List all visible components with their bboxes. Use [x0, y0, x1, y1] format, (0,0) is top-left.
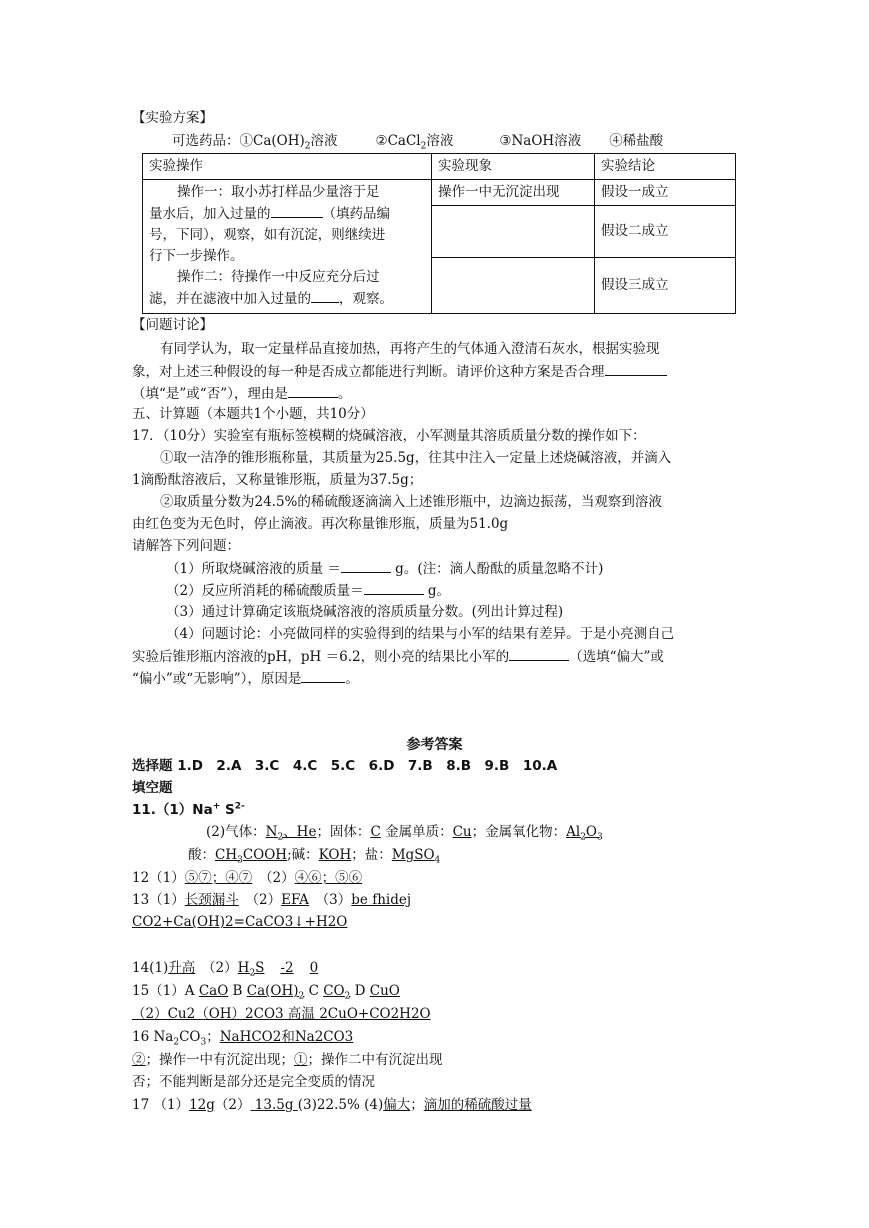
sub-question-1: （1）所取烧碱溶液的质量 ＝ g。(注：滴人酚酞的质量忽略不计) — [166, 558, 603, 579]
answer-16-1: 16 $Na_2CO_3$；NaHCO2和Na2CO3 — [132, 1029, 354, 1048]
discussion-blank-1 — [605, 361, 667, 376]
step-1-line-1: ①取一洁净的锥形瓶称量，其质量为25.5g，往其中注入一定量上述烧碱溶液，并滴入 — [160, 450, 672, 466]
reagents-line — [172, 131, 663, 151]
sub4-blank-1 — [509, 646, 569, 661]
discussion-line-1: 有同学认为，取一定量样品直接加热，再将产生的气体通入澄清石灰水，根据实验现 — [160, 341, 660, 357]
answer-11-1: 11.（1）Na+ $S^{2-}$ — [132, 801, 245, 818]
op2-blank — [311, 288, 339, 303]
step-2-line-1: ②取质量分数为24.5%的稀硫酸逐滴滴入上述锥形瓶中，边滴边振荡，当观察到溶液 — [160, 494, 662, 510]
header-phenomenon: 实验现象 — [432, 154, 595, 180]
reagents-label: 可选药品： — [172, 133, 240, 149]
conclusion-2: 假设二成立 — [595, 206, 736, 258]
answer-15-2: （2）Cu2（OH）2CO3 高温 2CuO+CO2H2O — [132, 1006, 431, 1022]
op1-blank — [271, 203, 323, 218]
section-5-heading: 五、计算题（本题共1个小题，共10分） — [132, 406, 374, 422]
question-17: 17．（10分）实验室有瓶标签模糊的烧碱溶液，小军测量其溶质质量分数的操作如下： — [132, 428, 646, 444]
answer-12: 12（1）⑤⑦；④⑦ （2）④⑥；⑤⑥ — [132, 870, 363, 886]
sub2-blank — [364, 580, 424, 595]
reagent-2: ②CaCl$_2$溶液 — [375, 133, 454, 152]
sub1-blank — [341, 558, 391, 573]
phenomenon-3 — [432, 258, 595, 314]
discussion-blank-2 — [288, 383, 338, 398]
answer-16-2: ②；操作一中有沉淀出现；①；操作二中有沉淀出现 — [132, 1052, 443, 1068]
answer-13-equation: CO2+Ca(OH)2=CaCO3↓+H2O — [132, 914, 348, 930]
sub4-blank-2 — [301, 668, 345, 683]
answer-14: 14(1)升高 $(2)H_2S$ -2 0 — [132, 960, 319, 979]
operations-cell: 操作一：取小苏打样品少量溶于足 量水后，加入过量的 （填药品编 号，下同），观察，如有沉淀，则继续进 行下一步操作。 操作二：待操作一中反应充分后过 滤，并在滤液中加入过量的 ，观察。 — [143, 180, 432, 314]
phenomenon-1: 操作一中无沉淀出现 — [432, 180, 595, 206]
step-2-line-2: 由红色变为无色时，停止滴液。再次称量锥形瓶，质量为51.0g — [132, 516, 509, 532]
reagent-4: ④稀盐酸 — [609, 133, 664, 149]
answers-choice: 选择题 1.D 2.A 3.C 4.C 5.C 6.D 7.B 8.B 9.B 10.A — [132, 758, 558, 774]
reagent-1: $①Ca(OH)_2$溶液 — [239, 133, 338, 152]
discussion-line-3: （填“是”或“否”），理由是 。 — [132, 383, 351, 404]
sub-question-4-line-1: （4）问题讨论：小亮做同样的实验得到的结果与小军的结果有差异。于是小亮测自己 — [166, 626, 675, 642]
conclusion-3: 假设三成立 — [595, 258, 736, 314]
discussion-heading: 【问题讨论】 — [132, 317, 213, 333]
sub-question-4-line-3: “偏小”或“无影响”），原因是 。 — [132, 668, 359, 689]
conclusion-1: 假设一成立 — [595, 180, 736, 206]
ask-line: 请解答下列问题： — [132, 538, 240, 554]
step-1-line-2: 1滴酚酞溶液后，又称量锥形瓶，质量为37.5g； — [132, 472, 423, 488]
answer-11-2: (2)气体：$N_2$、He；固体：C 金属单质：Cu；金属氧化物：$Al_2O_3$ — [206, 824, 603, 843]
sub-question-3: （3）通过计算确定该瓶烧碱溶液的溶质质量分数。(列出计算过程) — [166, 604, 564, 620]
experiment-table — [142, 153, 736, 314]
discussion-line-2: 象，对上述三种假设的每一种是否成立都能进行判断。请评价这种方案是否合理 — [132, 361, 667, 382]
answer-16-3: 否；不能判断是部分还是完全变质的情况 — [132, 1074, 375, 1090]
answer-17: 17 （1）12g（2） 13.5g (3)22.5% (4)偏大；滴加的稀硫酸过量 — [132, 1097, 532, 1113]
header-operation: 实验操作 — [143, 154, 432, 180]
plan-heading: 【实验方案】 — [132, 110, 213, 126]
phenomenon-2 — [432, 206, 595, 258]
answer-11-3: 酸：$CH_3COOH$;碱：KOH；盐：MgSO$_4$ — [188, 847, 441, 866]
answers-fill-heading: 填空题 — [132, 780, 173, 796]
header-conclusion: 实验结论 — [595, 154, 736, 180]
sub-question-4-line-2: 实验后锥形瓶内溶液的pH，pH ＝6.2，则小亮的结果比小军的 （选填“偏大”或 — [132, 646, 664, 667]
reagent-3: ③NaOH溶液 — [499, 133, 582, 149]
sub-question-2: （2）反应所消耗的稀硫酸质量＝ g。 — [166, 580, 450, 601]
answer-13: 13（1）长颈漏斗 （2）EFA （3）be fhidej — [132, 892, 412, 908]
answer-15-1: 15（1）A CaO B $Ca(OH)_2$ C $CO_2$ D CuO — [132, 983, 400, 1002]
answers-title: 参考答案 — [406, 737, 463, 753]
